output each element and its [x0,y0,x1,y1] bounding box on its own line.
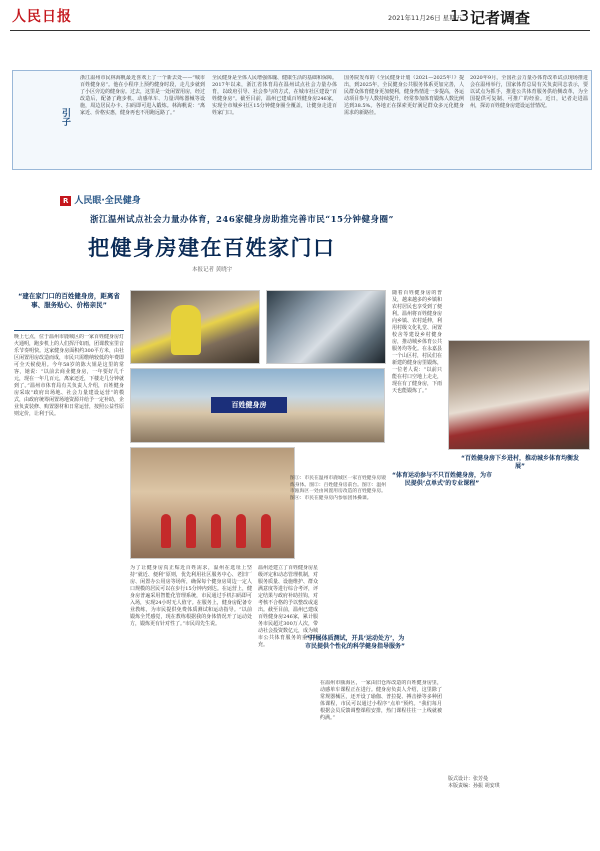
photo-gym-member [130,290,260,364]
photo-caption: 图①：市民在温州市鹿城区一家百姓健身房锻炼身体。图②：百姓健身房前台。图③：温州市瓯海区一处由闲置用房改造的百姓健身房。图④：市民在健身房内参加团体操课。 [290,476,386,501]
photo-figure [211,514,221,548]
photo-gym-interior [448,340,590,450]
photo-figure-shirt [171,305,201,355]
masthead [10,6,590,28]
intro-label: 引子 [60,108,70,126]
photo-gym-equipment [266,290,386,364]
section-heading-1: “建在家门口的百姓健身房，距离省事、服务贴心、价格亲民” [18,292,120,309]
section-heading-2: “开展体质测试，开具‘运动处方’，为市民提供个性化的科学健身指导服务” [305,635,405,650]
section-title: 记者调查 [470,9,531,27]
page-credits [448,776,590,790]
article-headline: 把健身房建在百姓家门口 [88,235,336,260]
intro-column-3: 国务院发布的《全民健身计划（2021—2025年）》提出，到2025年，全民健身公共服务体系更加完善，人民群众体育健身更加便利，健身热情进一步提高，各运动项目参与人数持续提升，经常参加体育锻炼人数比例达到38.5%。各地正在探索更好满足群众多元化健身需求的新路径。 [344,75,464,116]
body-column-e: 随着百姓健身房的普及，越来越多的乡镇和农村居民也享受到了便利。温州将百姓健身房向乡镇、农村延伸，利用村级文化礼堂、闲置校舍等建设乡村健身房，推动城乡体育公共服务均等化。在永嘉县一个山区村，村民们在新建的健身房里锻炼，一位老人说：“以前只能在村口空地上走走，现在有了健身房，下雨天也能锻炼了。” [392,290,442,394]
masthead-divider [10,30,590,31]
brand-text: 人民眼·全民健身 [74,196,141,206]
photo-figure [161,514,171,548]
intro-column-1: 浙江温州市民林海帆最近喜欢上了一个新去处——“城市百姓健身房”。他在小程序上预约健身时段，走几步就到了小区旁边的健身房。过去，这里是一处闲置用房，经过改造后，配备了跑步机、动感单车、力量训练器械等设施，周边居民办卡、扫码即可进入锻炼。林海帆说：“离家近、价格实惠，健身再也不用跑远路了。” [80,75,205,116]
issue-date: 2021年11月26日 星期五 [388,14,463,22]
intro-column-2: 全民健身是全体人民增强体魄、健康生活的基础和保障。2017年以来，浙江省体育局在温州试点社会力量办体育，以政府引导、社会参与的方式，在城市社区建设“百姓健身房”。截至目前，温州已建成百姓健身房246家，实现全市城乡社区15分钟健身圈全覆盖，让健身走进百姓家门口。 [212,75,337,116]
gym-sign: 百姓健身房 [211,397,287,413]
section-heading-4: “百姓健身房下乡进村，推动城乡体育均衡发展” [461,455,579,470]
body-column-c: 温州还建立了百姓健身房星级评定和动态管理机制，对服务质量、设施维护、群众满意度等进行综合考评，评定结果与政府补助挂钩，对考核不合格的予以整改或退出。截至目前，温州已建成百姓健身房246家，累计服务市民超过300万人次，带动社会投资数亿元，成为城市公共体育服务的重要补充。 [258,565,318,648]
section-heading-3: “体育运动参与不只百姓健身房，为市民提供‘点单式’的专业课程” [392,472,492,487]
newspaper-logo: 人民日报 [12,9,72,25]
photo-figure [186,514,196,548]
body-column-a: 晚上七点，位于温州市鹿城区的一家百姓健身房灯火通明，跑步机上的人们挥汗如雨，团课教室里音乐节奏明快。这家健身房面积约300平方米，由社区闲置用房改造而成，市民只需缴纳较低的年费即可全天候使用。今年58岁的陈大姐是这里的常客，她说：“以前去商业健身房，一年要好几千元，现在一年几百元，离家还近，下楼走几分钟就到了。”温州市体育局有关负责人介绍，百姓健身房采取“政府出场地、社会力量建设运营”的模式，由政府统筹闲置场地资源并给予一定补助，企业负责装修、购置器材和日常运营，按照公益性原则定价，让利于民。 [14,334,124,417]
column-brand [60,188,141,206]
credit-editor: 本版责编：孙振 胡安琪 [448,783,500,789]
body-column-d: 在温州市瓯海区，一家由旧仓库改造的百姓健身房里，动感单车课程正在进行。健身房负责人介绍，这里除了常规器械区，还开设了瑜伽、普拉提、搏击操等多种团体课程，市民可以通过小程序“点单”预约。“我们每月根据会员反馈调整课程安排，热门课程往往一上线就被约满。” [320,680,442,721]
intro-column-4: 2020年9月，全国社会力量办体育改革试点现场推进会在温州举行，国家体育总局有关负责同志表示，要以试点为抓手，推进公共体育服务供给侧改革，为全国提供可复制、可推广的经验。近日，记者走进温州，探访百姓健身房建设运营情况。 [470,75,588,109]
article-byline: 本报记者 黄晓宇 [192,267,233,273]
body-column-b: 为了让健身房真正贴近百姓需求，温州在选址上坚持“就近、便利”原则，优先利用社区服务中心、老旧厂房、闲置办公用房等场所，确保每个健身房周边一定人口规模的居民可以在步行15分钟内到达。在运营上，健身房普遍采用智能化管理系统，市民通过手机扫码即可入场，实现24小时无人值守。在服务上，健身房配备专业教练，为市民提供免费体质测试和运动指导。“以前锻炼全凭感觉，现在教练根据我的身体情况开了运动处方，锻炼更有针对性了。”市民周先生说。 [130,565,252,627]
photo-gym-building [130,368,385,443]
credit-design: 版式设计：张芳曼 [448,776,489,782]
photo-group-class [130,447,295,559]
photo-figure [236,514,246,548]
brand-badge: R [60,196,71,206]
article-subhead: 浙江温州试点社会力量办体育，246家健身房助推完善市民“15分钟健身圈” [90,215,394,225]
photo-figure [261,514,271,548]
page-number: 13 [450,7,470,25]
section-rule-1 [14,330,124,331]
